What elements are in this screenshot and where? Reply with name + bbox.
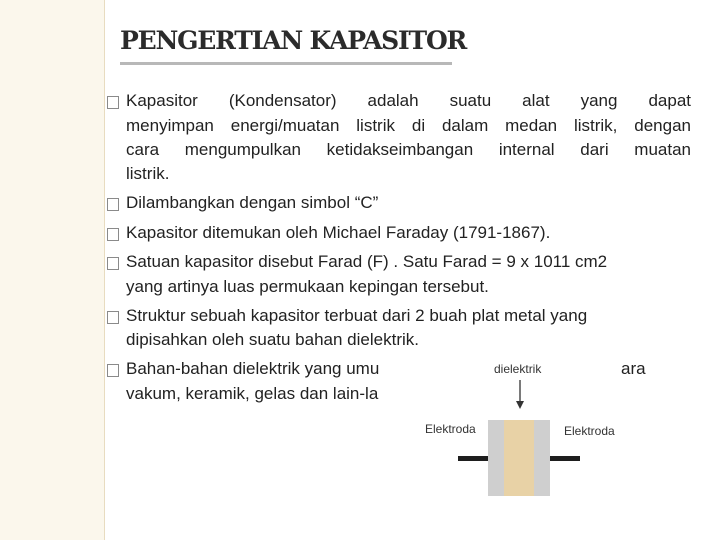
- band-divider: [104, 0, 105, 540]
- bullet-6-line-2: vakum, keramik, gelas dan lain-la: [126, 384, 379, 403]
- bullet-1-line-1: Kapasitor (Kondensator) adalah suatu alat yang dapat: [126, 91, 691, 110]
- title-underline: [120, 62, 452, 65]
- capacitor-diagram: [418, 358, 618, 503]
- bullet-3-line-1: Kapasitor ditemukan oleh Michael Faraday (1791-1867).: [126, 223, 551, 242]
- bullet-5-line-2: dipisahkan oleh suatu bahan dielektrik.: [126, 330, 419, 349]
- left-lead-wire: [458, 456, 488, 461]
- right-electrode-plate: [534, 420, 550, 496]
- bullet-6-line-1a: Bahan-bahan dielektrik yang umu: [126, 359, 380, 378]
- dielectric-block: [504, 420, 534, 496]
- bullet-marker-3: [107, 228, 119, 241]
- slide-title: PENGERTIAN KAPASITOR: [120, 26, 467, 55]
- left-decorative-band: [0, 0, 104, 540]
- bullet-1-line-2: menyimpan energi/muatan listrik di dalam medan listrik, dengan: [126, 116, 691, 135]
- bullet-1-line-4: listrik.: [126, 164, 170, 183]
- bullet-marker-4: [107, 257, 119, 270]
- left-electrode-plate: [488, 420, 504, 496]
- arrow-head-icon: [516, 401, 524, 409]
- bullet-5-line-1: Struktur sebuah kapasitor terbuat dari 2 buah plat metal yang: [126, 306, 588, 325]
- bullet-marker-5: [107, 311, 119, 324]
- bullet-marker-2: [107, 198, 119, 211]
- electrode-left-label: Elektroda: [425, 422, 476, 436]
- bullet-6-line-1b: ara: [621, 359, 646, 378]
- bullet-4-line-2: yang artinya luas permukaan kepingan tersebut.: [126, 277, 489, 296]
- right-lead-wire: [550, 456, 580, 461]
- bullet-marker-6: [107, 364, 119, 377]
- bullet-4-line-1: Satuan kapasitor disebut Farad (F) . Satu Farad = 9 x 1011 cm2: [126, 252, 608, 271]
- bullet-marker-1: [107, 96, 119, 109]
- bullet-1-line-3: cara mengumpulkan ketidakseimbangan internal dari muatan: [126, 140, 691, 159]
- bullet-2-line-1: Dilambangkan dengan simbol “C”: [126, 193, 379, 212]
- electrode-right-label: Elektroda: [564, 424, 615, 438]
- dielectric-label: dielektrik: [494, 362, 542, 376]
